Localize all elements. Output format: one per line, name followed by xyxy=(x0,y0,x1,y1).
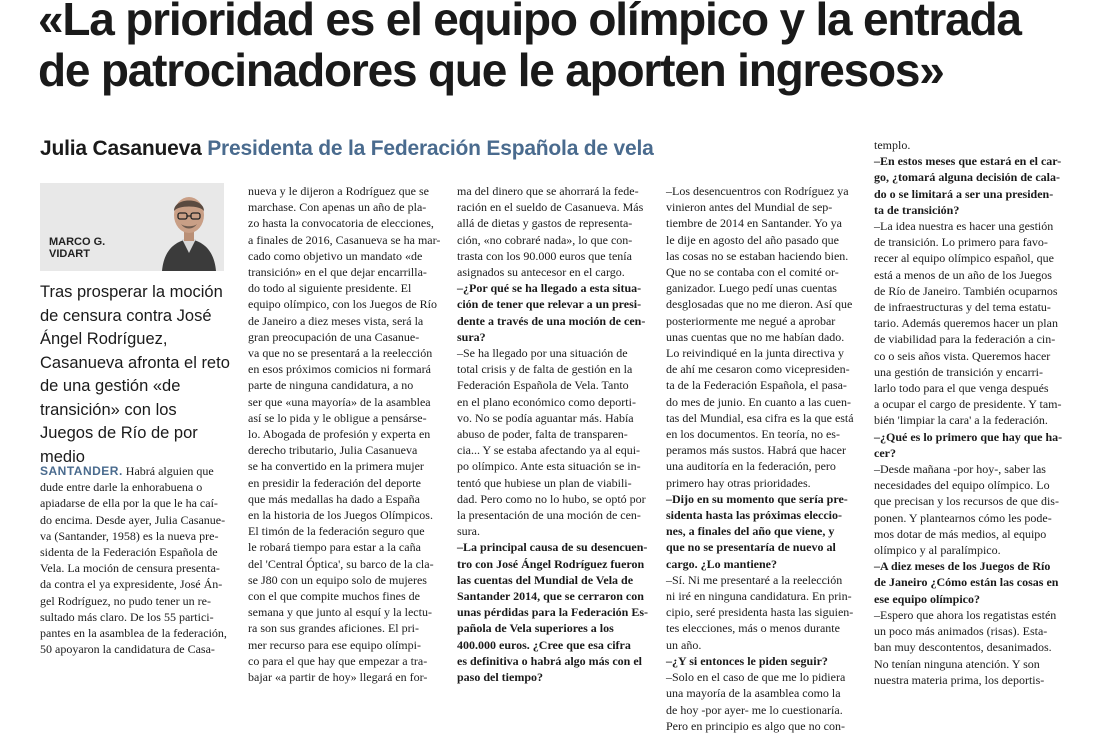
article-line: necesidades del equipo olímpico. Lo xyxy=(874,478,1050,493)
article-line: ese equipo olímpico? xyxy=(874,591,981,606)
article-line: co o seis años vista. Queremos hacer xyxy=(874,348,1051,363)
article-line: a finales de 2016, Casanueva se ha mar- xyxy=(248,232,441,247)
article-line: ción de tener que relevar a un presi- xyxy=(457,297,642,312)
article-line: unas pérdidas para la Federación Es- xyxy=(457,605,649,620)
article-line: en los documentos. En teoría, no es- xyxy=(666,427,840,442)
article-line: –¿Por qué se ha llegado a esta situa- xyxy=(457,281,642,296)
article-line: sura. xyxy=(457,524,480,539)
article-line: –En estos meses que estará en el car- xyxy=(874,154,1062,169)
article-line: equipo olímpico, con los Juegos de Río xyxy=(248,297,437,312)
interviewee-role: Presidenta de la Federación Española de vela xyxy=(207,137,654,160)
article-line: ban muy descontentos, desanimados. xyxy=(874,640,1052,655)
article-line: ma del dinero que se ahorrará la fede- xyxy=(457,184,639,198)
article-line: Vela. La moción de censura presenta- xyxy=(40,561,220,576)
article-line: una mayoría de la asamblea como la xyxy=(666,686,841,701)
article-line: que no se presentaría de nuevo al xyxy=(666,540,836,555)
article-line: marchase. Con apenas un año de pla- xyxy=(248,200,427,215)
article-line: tes elecciones, más o menos durante xyxy=(666,621,840,636)
article-line: nes, a finales del año que viene, y xyxy=(666,524,835,539)
article-line: en presidir la federación del deporte xyxy=(248,475,421,490)
article-line: 50 apoyaron la candidatura de Casa- xyxy=(40,642,215,657)
byline xyxy=(40,137,654,161)
article-line: Federación Española de Vela. Tanto xyxy=(457,378,629,393)
article-line: abuso de poder, falta de transparen- xyxy=(457,427,628,442)
article-line: sura? xyxy=(457,329,486,344)
article-line: nueva y le dijeron a Rodríguez que se xyxy=(248,184,429,198)
article-line: semana y que junto al esquí y la lectu- xyxy=(248,605,432,620)
article-line: total crisis y de falta de gestión en la xyxy=(457,362,633,377)
article-line: bién 'limpiar la cara' a la federación. xyxy=(874,413,1048,428)
article-line: de Janeiro ¿Cómo están las cosas en xyxy=(874,575,1059,590)
article-line: del 'Central Óptica', su barco de la cla- xyxy=(248,556,434,571)
article-line: ta de transición? xyxy=(874,202,960,217)
article-line: cargo. ¿Lo mantiene? xyxy=(666,556,777,571)
article-line: primero hay otras prioridades. xyxy=(666,475,811,490)
article-line: do encima. Desde ayer, Julia Casanue- xyxy=(40,512,226,527)
article-line: tiembre de 2014 en Santander. Yo ya xyxy=(666,216,842,231)
article-line: gel Rodríguez, no pudo tener un re- xyxy=(40,593,211,608)
article-line: peramos más sustos. Habrá que hacer xyxy=(666,443,846,458)
article-line: gran preocupación de una Casanue- xyxy=(248,329,420,344)
article-line: se J80 con un equipo solo de mujeres xyxy=(248,572,427,587)
article-line: mos dotar de más medios, al equipo xyxy=(874,526,1047,541)
article-line: de hoy -por ayer- me lo cuestionaría. xyxy=(666,702,843,717)
article-line: zo hasta la convocatoria de elecciones, xyxy=(248,216,434,231)
article-line: que precisan y los recursos de que dis- xyxy=(874,494,1059,509)
article-line: Lo reivindiqué en la junta directiva y xyxy=(666,346,844,361)
article-line: –Solo en el caso de que me lo pidiera xyxy=(666,670,846,685)
article-line: parte de ninguna candidatura, a no xyxy=(248,378,414,393)
article-line: Que no se contaba con el comité or- xyxy=(666,265,839,280)
article-line: dad. Pero como no lo hubo, se optó por xyxy=(457,491,646,506)
article-line: le robará tiempo para estar a la caña xyxy=(248,540,421,555)
article-line: de viabilidad para la federación a cin- xyxy=(874,332,1056,347)
headline xyxy=(38,0,1098,96)
article-line: dente a través de una moción de cen- xyxy=(457,313,646,328)
headline-line-2: de patrocinadores que le aporten ingresos» xyxy=(38,44,944,96)
article-line: desglosadas que no me dieron. Así que xyxy=(666,297,853,312)
article-line: derecho tributario, Julia Casanueva xyxy=(248,443,418,458)
article-line: en esos próximos comicios ni formará xyxy=(248,362,431,377)
article-line: –Espero que ahora los regatistas estén xyxy=(874,607,1057,622)
article-line: ganizador. Luego pedí unas cuentas xyxy=(666,281,837,296)
article-line: transición» en el que dejar encarrilla- xyxy=(248,265,427,280)
article-line: –A diez meses de los Juegos de Río xyxy=(874,559,1051,574)
article-line: larlo todo para el que venga después xyxy=(874,381,1049,396)
article-line: lo. Abogada de profesión y experta en xyxy=(248,427,431,442)
article-line: sultado más claro. De los 55 partici- xyxy=(40,609,214,624)
article-line: una auditoría en la federación, pero xyxy=(666,459,836,474)
article-line: mer recurso para ese equipo olímpi- xyxy=(248,637,421,652)
article-line: No tenían ninguna atención. Y son xyxy=(874,656,1040,671)
article-line: –La idea nuestra es hacer una gestión xyxy=(874,219,1054,234)
article-line: así se lo pida y le obligue a pensárse- xyxy=(248,410,427,425)
article-line: co para el que hay que empezar a tra- xyxy=(248,653,428,668)
article-line: olímpico y al paralímpico. xyxy=(874,543,1001,558)
article-line: las cosas no se estaban haciendo bien. xyxy=(666,248,849,263)
article-line: asignados su antecesor en el cargo. xyxy=(457,265,625,280)
article-line: un poco más animados (risas). Esta- xyxy=(874,624,1048,639)
article-line: de ahí me cesaron como vicepresiden- xyxy=(666,362,850,377)
article-line: Pero en principio es algo que no con- xyxy=(666,718,845,733)
article-line: templo. xyxy=(874,138,911,152)
article-line: de infraestructuras y del tema estatu- xyxy=(874,300,1051,315)
article-line: paso del tiempo? xyxy=(457,670,544,685)
author-photo xyxy=(154,183,224,271)
article-line: –Desde mañana -por hoy-, saber las xyxy=(874,462,1046,477)
article-line: posteriormente me negué a aprobar xyxy=(666,313,836,328)
article-line: cia... Y se estaba afectando ya al equi- xyxy=(457,443,641,458)
article-column-5 xyxy=(874,137,1064,688)
interviewee-name: Julia Casanueva xyxy=(40,137,202,160)
article-line: de Río de Janeiro. También ocuparnos xyxy=(874,283,1058,298)
article-line: una gestión de transición y encarri- xyxy=(874,364,1043,379)
article-line: ta de la Federación Española, el pasa- xyxy=(666,378,847,393)
article-line: sidenta de la Federación Española de xyxy=(40,545,218,560)
article-line: –La principal causa de su desencuen- xyxy=(457,540,648,555)
article-line: tentó que hubiese un plan de viabili- xyxy=(457,475,632,490)
article-line: ra son sus grandes aficiones. El pri- xyxy=(248,621,419,636)
article-line: la presentación de una moción de cen- xyxy=(457,508,641,523)
article-line: cado como objetivo un mandato «de xyxy=(248,248,423,263)
article-line: da contra el ya expresidente, José Án- xyxy=(40,577,223,592)
article-line: allá de dietas y gastos de representa- xyxy=(457,216,633,231)
article-line: –Sí. Ni me presentaré a la reelección xyxy=(666,572,843,587)
article-line: le dije en agosto del año pasado que xyxy=(666,232,839,247)
article-line: cer? xyxy=(874,445,896,460)
article-line: –Dijo en su momento que sería pre- xyxy=(666,491,848,506)
lead-summary: Tras prosperar la moción de censura contra José Ángel Rodríguez, Casanueva afronta el reto de una gestión «de transición» con los Juegos de Río de por medio xyxy=(40,283,230,466)
article-line: tas del Mundial, esa cifra es la que está xyxy=(666,410,854,425)
article-line: sidenta hasta las próximas eleccio- xyxy=(666,508,842,523)
author-name: MARCO G. VIDART xyxy=(49,236,106,260)
article-line: –¿Y si entonces le piden seguir? xyxy=(666,653,828,668)
article-line: do o se limitará a ser una presiden- xyxy=(874,186,1054,201)
article-line: de transición. Lo primero para favo- xyxy=(874,235,1048,250)
article-column-1 xyxy=(40,463,230,657)
article-line: de Janeiro a diez meses vista, será la xyxy=(248,313,424,328)
article-line: trasta con los 90.000 euros que tenía xyxy=(457,248,632,263)
article-line: va que no se presentará a la reelección xyxy=(248,346,433,361)
article-line: go, ¿tomará alguna decisión de cala- xyxy=(874,170,1060,185)
article-line: ser que «una mayoría» de la asamblea xyxy=(248,394,431,409)
article-line: pantes en la asamblea de la federación, xyxy=(40,626,227,641)
article-line: do mes de junio. En cuanto a las cuen- xyxy=(666,394,851,409)
article-line: que más medallas ha dado a España xyxy=(248,491,420,506)
article-line: las cuentas del Mundial de Vela de xyxy=(457,572,634,587)
article-line: dude entre darle la enhorabuena o xyxy=(40,480,203,495)
article-line: do todo al siguiente presidente. El xyxy=(248,281,412,296)
article-line: pañola de Vela superiores a los xyxy=(457,621,614,636)
article-line: –¿Qué es lo primero que hay que ha- xyxy=(874,429,1063,444)
headline-line-1: «La prioridad es el equipo olímpico y la entrada xyxy=(38,0,1021,45)
author-box xyxy=(40,183,224,271)
article-line: Santander 2014, que se cerraron con xyxy=(457,589,644,604)
article-line: El timón de la federación seguro que xyxy=(248,524,425,539)
article-line: apiadarse de ella por la que le ha caí- xyxy=(40,496,218,511)
article-line: vo. No se podía aguantar más. Había xyxy=(457,410,634,425)
article-line: ni iré en ninguna candidatura. En prin- xyxy=(666,589,852,604)
article-line: tro con José Ángel Rodríguez fueron xyxy=(457,556,645,571)
article-line: cipio, seré presidenta hasta las siguien- xyxy=(666,605,854,620)
article-line: –Los desencuentros con Rodríguez ya xyxy=(666,184,849,198)
article-line: SANTANDER. Habrá alguien que xyxy=(40,464,214,478)
article-column-3 xyxy=(457,183,647,685)
article-line: un año. xyxy=(666,637,702,652)
article-line: con el que compite muchos fines de xyxy=(248,589,420,604)
article-line: va (Santander, 1958) es la nueva pre- xyxy=(40,528,219,543)
article-line: a ocupar el cargo de presidente. Y tam- xyxy=(874,397,1062,412)
article-line: es definitiva o habrá algo más con el xyxy=(457,653,642,668)
article-column-2 xyxy=(248,183,441,685)
article-line: en el plano económico como deporti- xyxy=(457,394,636,409)
article-line: ponen. Y plantearnos cómo les pode- xyxy=(874,510,1052,525)
dateline-city: SANTANDER. xyxy=(40,464,123,478)
article-column-4 xyxy=(666,183,856,734)
article-line: está a menos de un año de los Juegos xyxy=(874,267,1052,282)
article-line: vinieron antes del Mundial de sep- xyxy=(666,200,833,215)
article-line: 400.000 euros. ¿Cree que esa cifra xyxy=(457,637,631,652)
article-line: –Se ha llegado por una situación de xyxy=(457,346,628,361)
article-line: se ha convertido en la primera mujer xyxy=(248,459,424,474)
article-line: nuestra materia prima, los deportis- xyxy=(874,672,1045,687)
article-line: ración en el sueldo de Casanueva. Más xyxy=(457,200,644,215)
article-line: ción, «no cobraré nada», lo que con- xyxy=(457,232,633,247)
article-line: bajar «a partir de hoy» llegará en for- xyxy=(248,670,428,685)
article-line: po olímpico. Ante esta situación se in- xyxy=(457,459,641,474)
article-line: unas cuentas que no me habían dado. xyxy=(666,329,845,344)
article-line: recer al equipo olímpico español, que xyxy=(874,251,1054,266)
article-line: en la historia de los Juegos Olímpicos. xyxy=(248,508,433,523)
article-line: tario. Además queremos hacer un plan xyxy=(874,316,1058,331)
